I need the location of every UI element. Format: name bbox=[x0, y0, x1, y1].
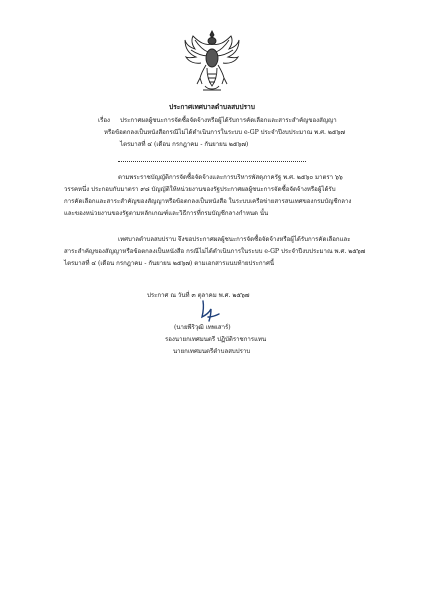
para2-line-1: เทศบาลตำบลสบปราบ จึงขอประกาศผลผู้ชนะการจัดซื้อจัดจ้างหรือผู้ได้รับการคัดเลือกและ bbox=[118, 236, 351, 243]
handwritten-signature-icon bbox=[197, 298, 223, 324]
signatory-name: (นายพีริวุฒิ เทพเสาร์) bbox=[174, 324, 231, 331]
garuda-emblem-icon bbox=[183, 28, 241, 96]
para1-line-4: และของหน่วยงานของรัฐตามหลักเกณฑ์และวิธีการที่กรมบัญชีกลางกำหนด นั้น bbox=[64, 210, 269, 217]
para1-line-3: การคัดเลือกและสาระสำคัญของสัญญาหรือข้อตกลงเป็นหนังสือ ในระบบเครือข่ายสารสนเทศของกรมบัญชีกลาง bbox=[64, 198, 352, 205]
para1-line-1: ตามพระราชบัญญัติการจัดซื้อจัดจ้างและการบริหารพัสดุภาครัฐ พ.ศ. ๒๕๖๐ มาตรา ๖๖ bbox=[118, 174, 343, 181]
subject-line-2: หรือข้อตกลงเป็นหนังสือกรณีไม่ได้ดำเนินการในระบบ e-GP ประจำปีงบประมาณ พ.ศ. ๒๕๖๗ bbox=[104, 129, 345, 136]
signatory-position-2: นายกเทศมนตรีตำบลสบปราบ bbox=[173, 348, 251, 355]
signatory-position-1: รองนายกเทศมนตรี ปฏิบัติราชการแทน bbox=[165, 336, 267, 343]
subject-line-1: ประกาศผลผู้ชนะการจัดซื้อจัดจ้างหรือผู้ได้รับการคัดเลือกและสาระสำคัญของสัญญา bbox=[120, 117, 337, 124]
para2-line-2: สาระสำคัญของสัญญาหรือข้อตกลงเป็นหนังสือ กรณีไม่ได้ดำเนินการในระบบ e-GP ประจำปีงบประมาณ พ.ศ. ๒๕๖๗ bbox=[64, 248, 366, 255]
para1-line-2: วรรคหนึ่ง ประกอบกับมาตรา ๙๘ บัญญัติให้หน่วยงานของรัฐประกาศผลผู้ชนะการจัดซื้อจัดจ้างหรือผู้ได้รับ bbox=[64, 186, 336, 193]
date-line: ประกาศ ณ วันที่ ๓ ตุลาคม พ.ศ. ๒๕๖๗ bbox=[147, 292, 250, 299]
para2-line-3: ไตรมาสที่ ๔ (เดือน กรกฎาคม - กันยายน ๒๕๖๗) ตามเอกสารแนบท้ายประกาศนี้ bbox=[64, 260, 275, 267]
document-title: ประกาศเทศบาลตำบลสบปราบ bbox=[169, 103, 255, 111]
separator-dotted-line bbox=[118, 161, 306, 162]
subject-label: เรื่อง bbox=[98, 117, 110, 124]
subject-line-3: ไตรมาสที่ ๔ (เดือน กรกฎาคม - กันยายน ๒๕๖๗) bbox=[120, 141, 249, 148]
